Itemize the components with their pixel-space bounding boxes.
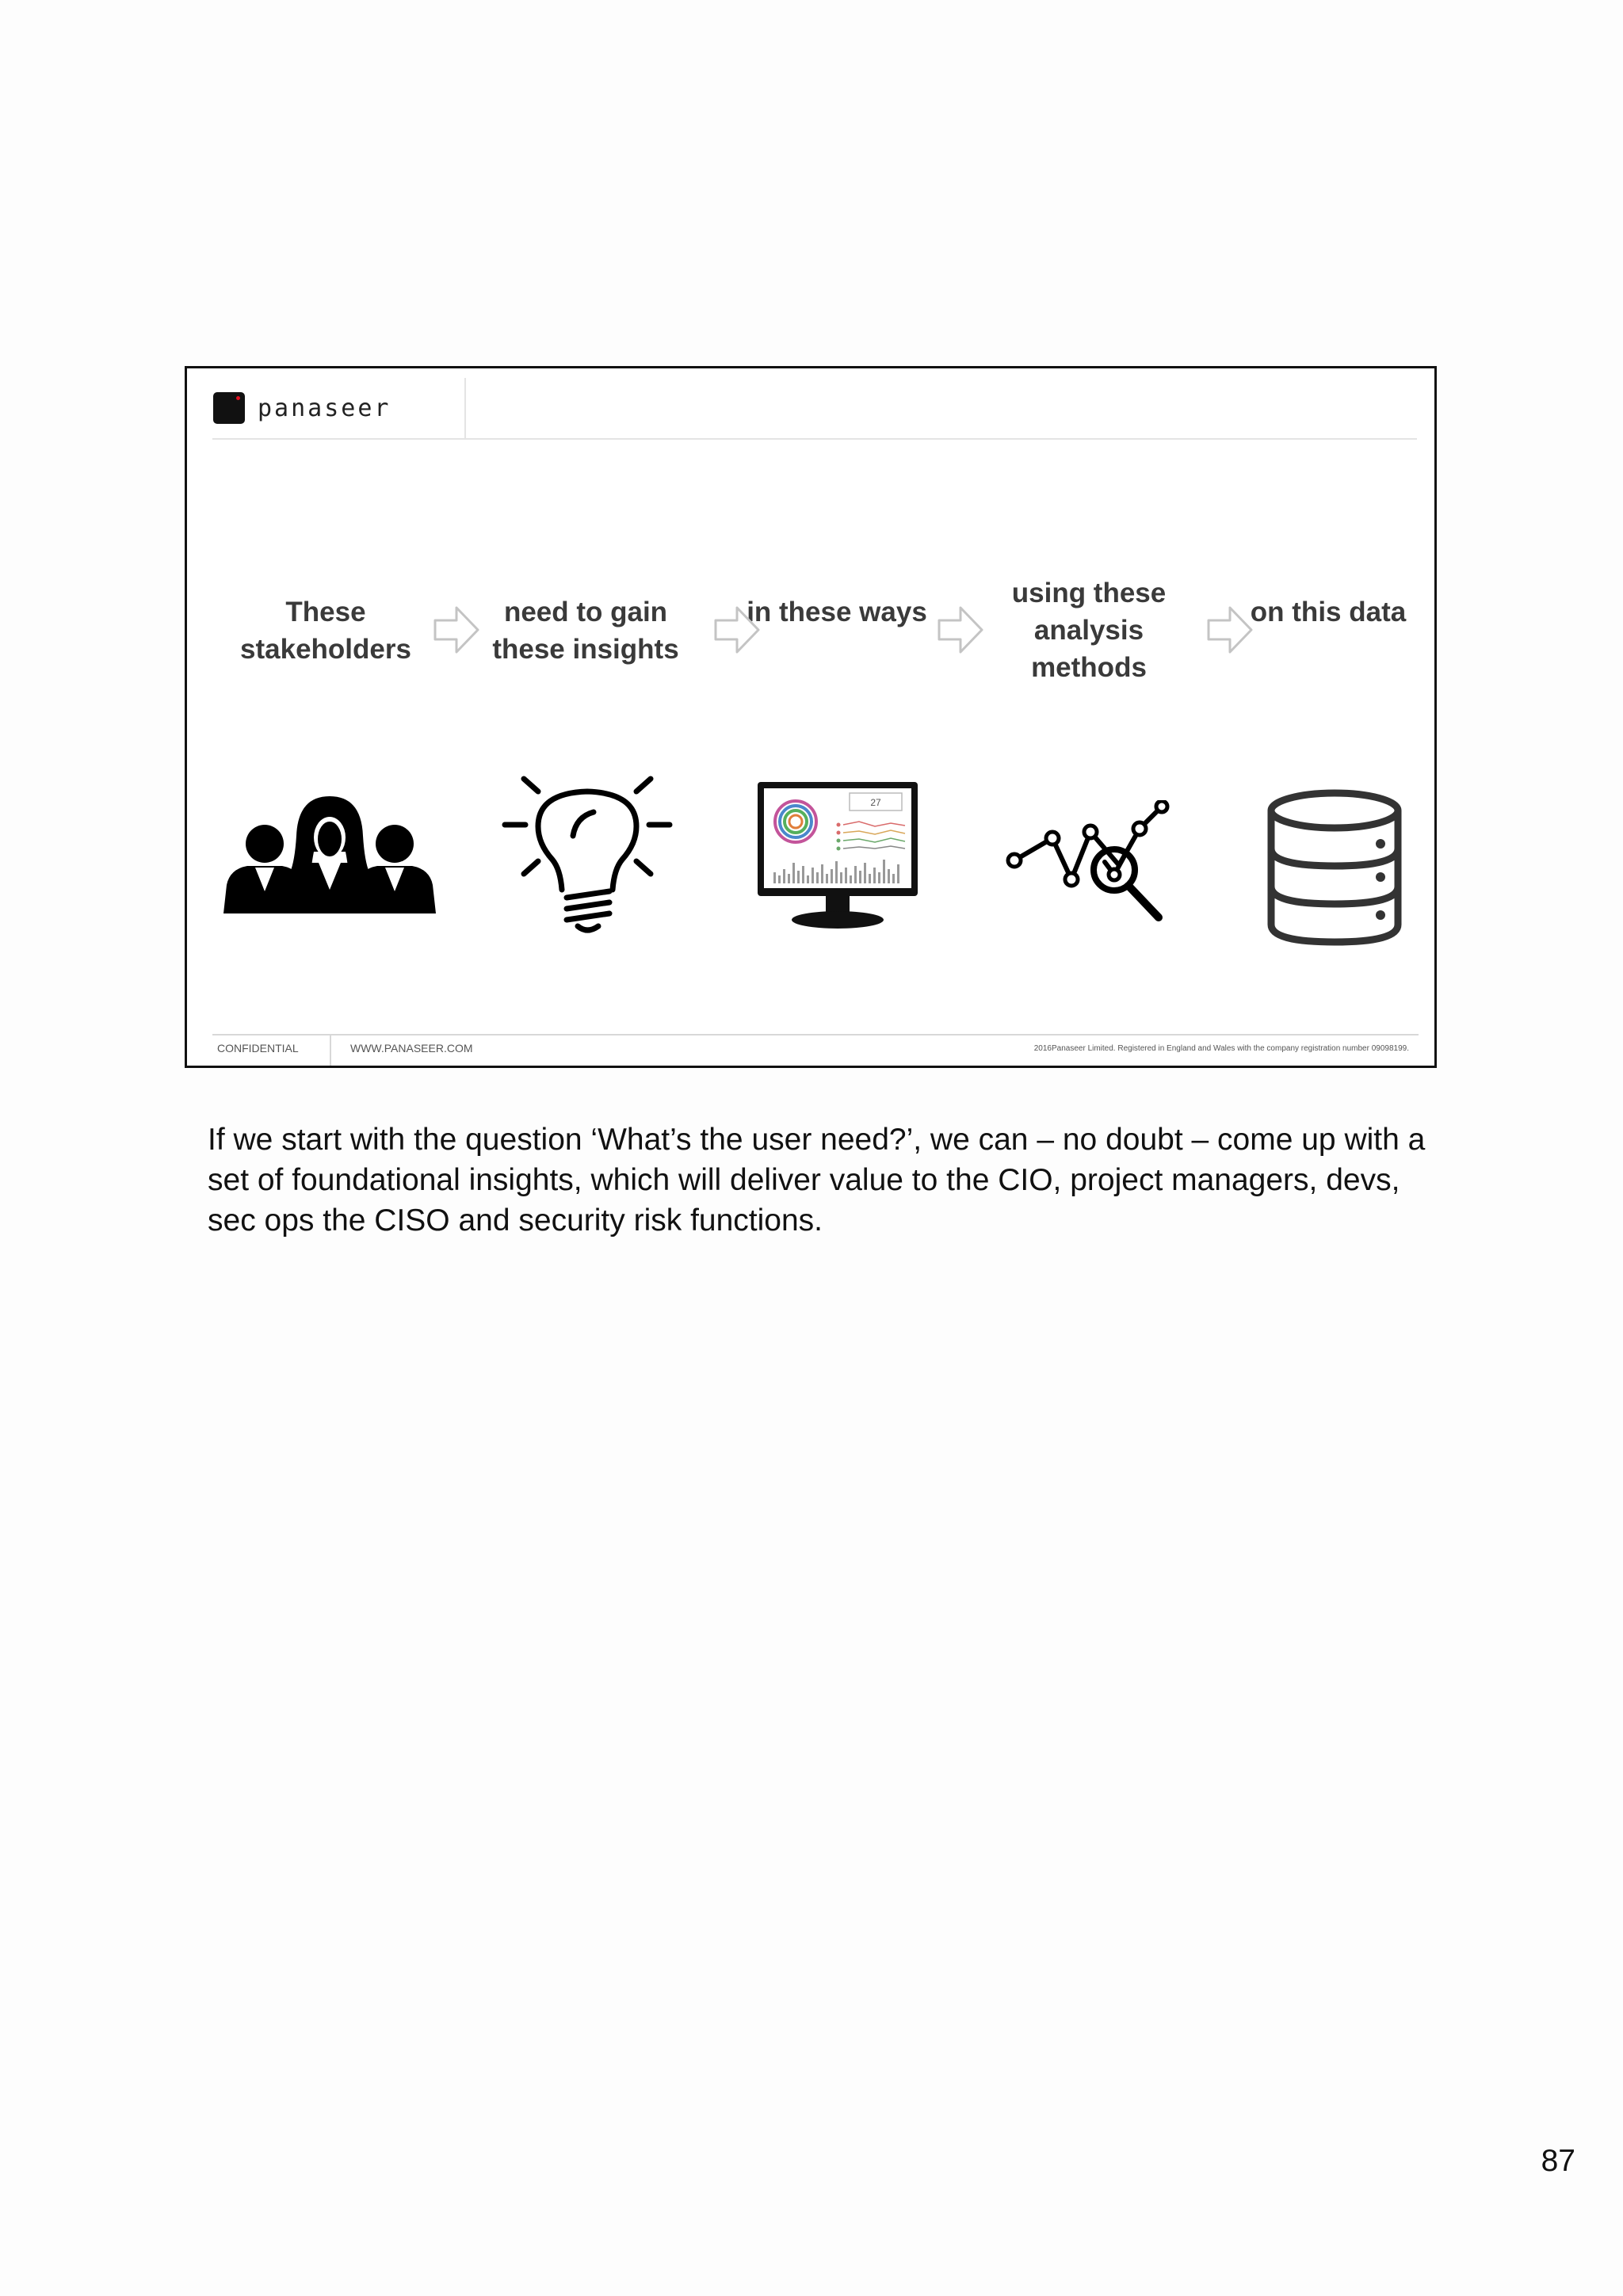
database-icon: [1265, 788, 1404, 947]
dashboard-monitor-icon: [756, 780, 919, 931]
stakeholders-icon: [223, 796, 436, 913]
body-paragraph: If we start with the question ‘What’s the user need?’, we can – no doubt – come up with a set of foundational insights, which will deliver value to the CIO, project managers, devs, sec ops the CISO and security risk functions.: [208, 1123, 1426, 1238]
slide-image: [185, 366, 1437, 1068]
step-data: on this data: [1250, 597, 1407, 627]
logo-mark-icon: [213, 392, 245, 424]
page-number: 87: [1541, 2144, 1575, 2178]
step-ways: in these ways: [747, 597, 927, 627]
panaseer-logo: [213, 388, 391, 428]
analysis-magnifier-icon: [1003, 800, 1193, 927]
footer-confidential: CONFIDENTIAL: [217, 1042, 299, 1055]
arrow-right-icon: [713, 605, 761, 655]
arrow-right-icon: [1206, 605, 1254, 655]
footer-divider: [330, 1035, 331, 1067]
step-insights: need to gain these insights: [492, 597, 679, 665]
footer-website: WWW.PANASEER.COM: [350, 1042, 473, 1055]
lightbulb-icon: [500, 772, 674, 939]
arrow-right-icon: [937, 605, 984, 655]
header-divider: [464, 378, 466, 438]
arrow-right-icon: [433, 605, 480, 655]
monitor-number: 27: [870, 797, 881, 808]
footer-rule: [212, 1034, 1419, 1035]
footer-copyright: 2016Panaseer Limited. Registered in England and Wales with the company registration number 09098199.: [1033, 1044, 1409, 1053]
step-analysis-methods: using these analysis methods: [1011, 578, 1167, 683]
step-stakeholders: These stakeholders: [240, 597, 411, 665]
logo-text: panaseer: [258, 394, 391, 422]
header-rule: [212, 438, 1417, 440]
